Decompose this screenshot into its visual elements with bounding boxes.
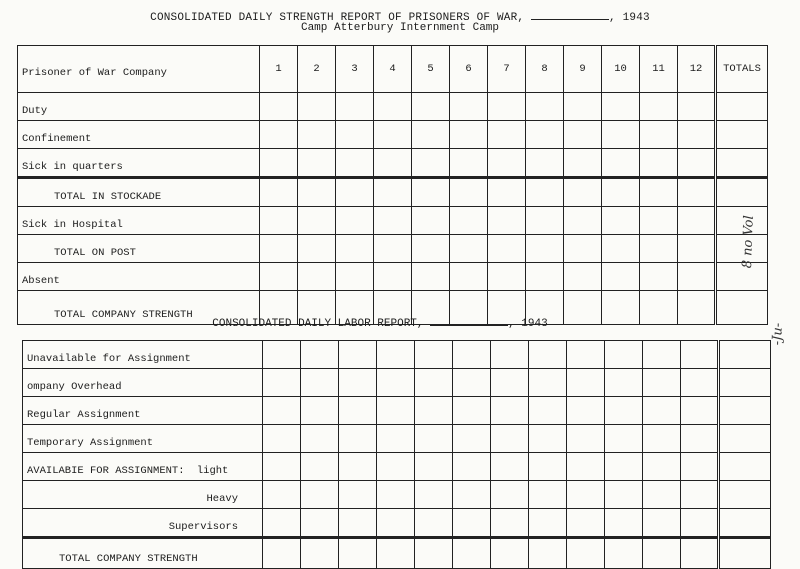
table-row (23, 341, 771, 369)
col-header: 12 (678, 46, 716, 93)
row-label-confinement: Confinement (18, 121, 260, 149)
col-header: 7 (488, 46, 526, 93)
col-header: 8 (526, 46, 564, 93)
row-label-temporary-assignment: Temporary Assignment (23, 425, 263, 453)
labor-report-title-text: CONSOLIDATED DAILY LABOR REPORT, (212, 318, 424, 330)
row-label-labor-total-company-strength: TOTAL COMPANY STRENGTH (23, 538, 263, 569)
table-row (18, 235, 768, 263)
light-label: light (196, 465, 229, 477)
row-label-unavailable: Unavailable for Assignment (23, 341, 263, 369)
table-row (23, 538, 771, 569)
col-header: 10 (602, 46, 640, 93)
labor-report-year: , 1943 (508, 318, 548, 330)
table-row (18, 263, 768, 291)
col-header: 3 (336, 46, 374, 93)
labor-report-table (22, 340, 771, 569)
table-row (18, 149, 768, 178)
strength-report-year: , 1943 (609, 12, 650, 24)
table-row (18, 93, 768, 121)
strength-report-table (17, 45, 768, 325)
col-header: 6 (450, 46, 488, 93)
row-label-total-company-strength: TOTAL COMPANY STRENGTH (18, 291, 260, 325)
row-label-total-on-post: TOTAL ON POST (18, 235, 260, 263)
strength-report-title-text: CONSOLIDATED DAILY STRENGTH REPORT OF PRISONERS OF WAR, (150, 12, 525, 24)
row-label-regular-assignment: Regular Assignment (23, 397, 263, 425)
handwritten-note: 8 no Vol (740, 215, 757, 269)
table-row (18, 121, 768, 149)
table-row (23, 397, 771, 425)
col-header: 4 (374, 46, 412, 93)
table-row (18, 207, 768, 235)
row-label-sick-in-hospital: Sick in Hospital (18, 207, 260, 235)
date-blank (430, 316, 508, 326)
row-label-supervisors: Supervisors (23, 509, 263, 538)
date-blank (531, 10, 609, 20)
col-header: 2 (298, 46, 336, 93)
table-row (23, 453, 771, 481)
col-header: 11 (640, 46, 678, 93)
table-row (23, 481, 771, 509)
table-row (23, 369, 771, 397)
table-row (18, 178, 768, 207)
available-label: AVAILABIE FOR ASSIGNMENT: (27, 465, 185, 477)
table-row (23, 425, 771, 453)
row-label-heavy: Heavy (23, 481, 263, 509)
company-header-label: Prisoner of War Company (18, 46, 260, 93)
row-label-company-overhead: ompany Overhead (23, 369, 263, 397)
labor-report-title (0, 316, 760, 330)
table-row (23, 509, 771, 538)
strength-report-subtitle: Camp Atterbury Internment Camp (300, 22, 500, 34)
col-header: 1 (260, 46, 298, 93)
col-header: 5 (412, 46, 450, 93)
totals-header: TOTALS (716, 46, 768, 93)
col-header: 9 (564, 46, 602, 93)
row-label-sick-in-quarters: Sick in quarters (18, 149, 260, 178)
handwritten-note-2: -Ju- (770, 322, 786, 346)
row-label-duty: Duty (18, 93, 260, 121)
strength-header-row (18, 46, 768, 93)
row-label-total-in-stockade: TOTAL IN STOCKADE (18, 178, 260, 207)
row-label-available-light (23, 453, 263, 481)
row-label-absent: Absent (18, 263, 260, 291)
